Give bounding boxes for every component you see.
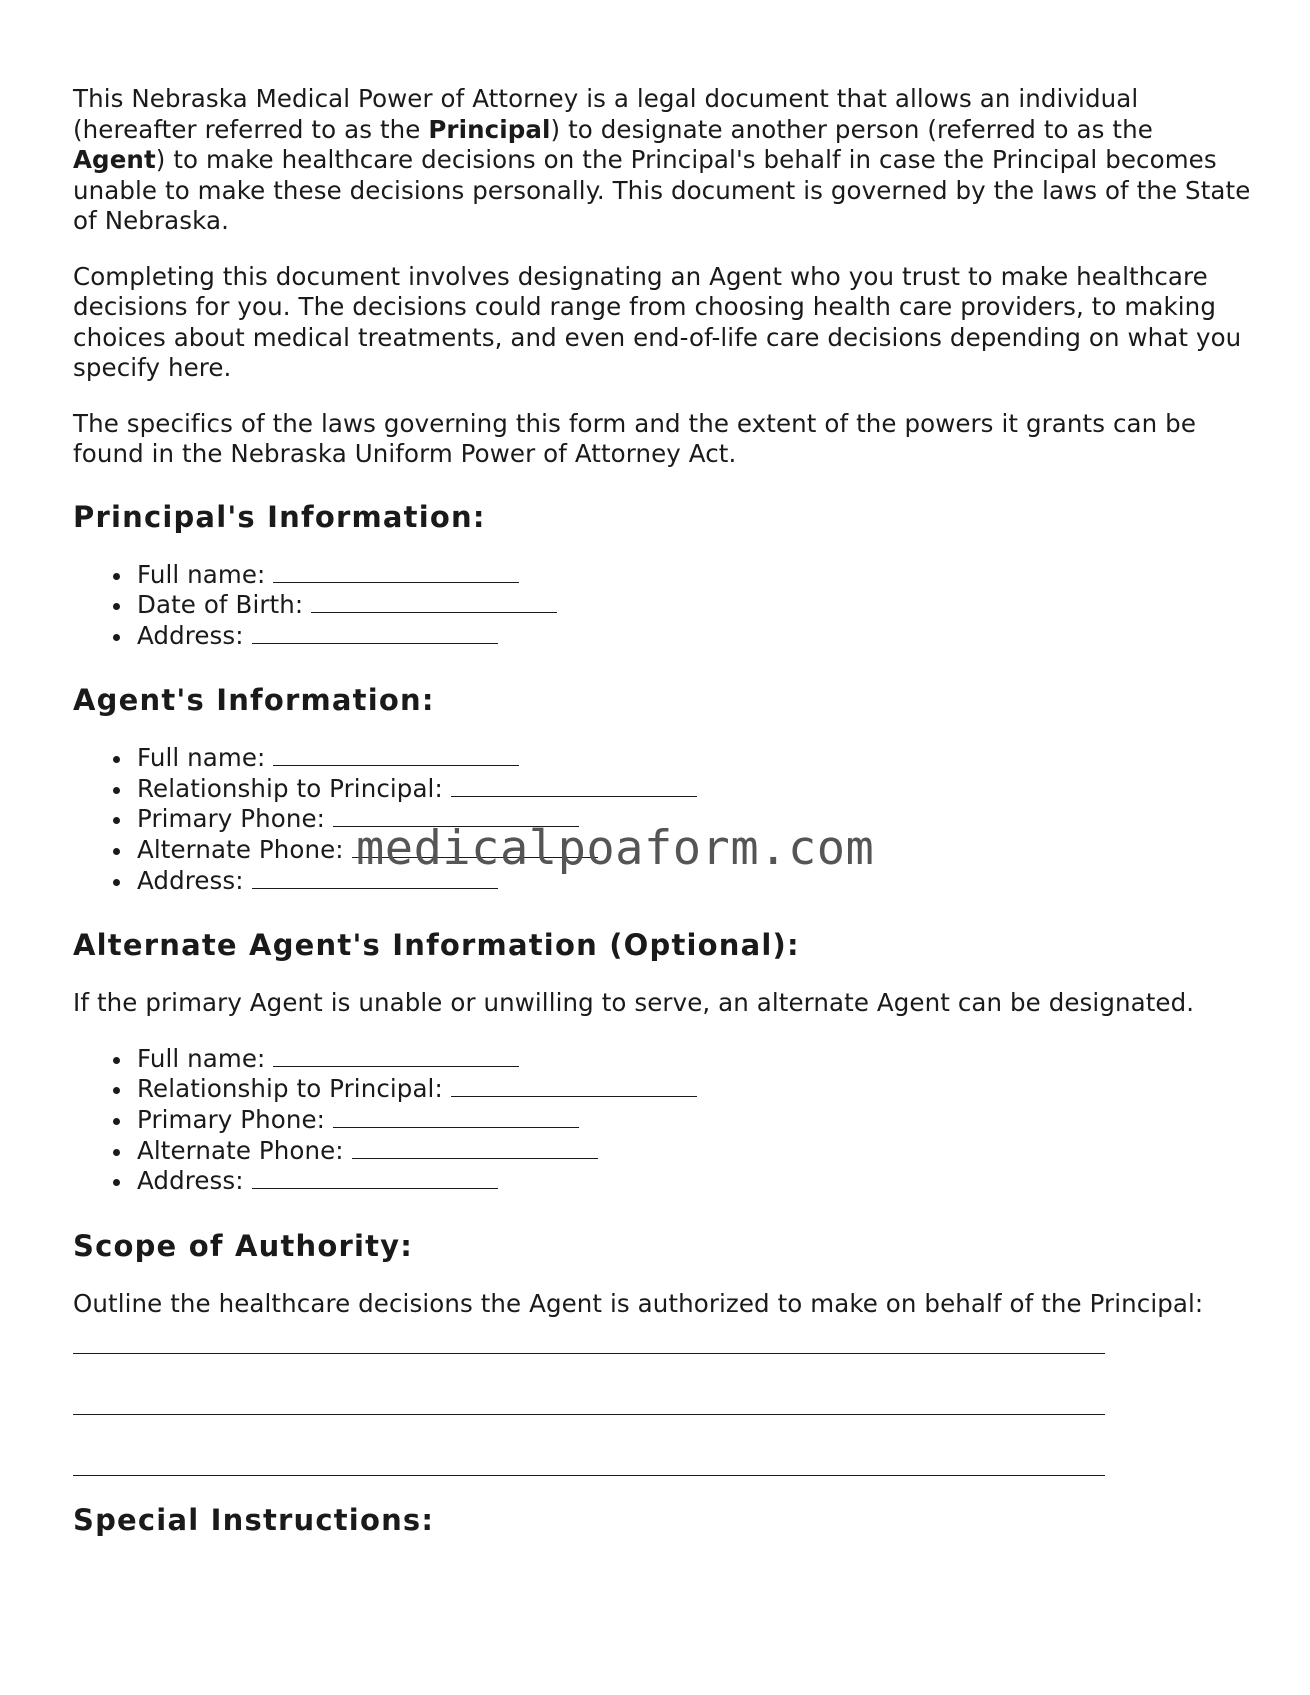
address-blank[interactable] bbox=[252, 621, 498, 644]
alternate-phone-blank[interactable] bbox=[352, 835, 598, 858]
principal-full-name-field bbox=[137, 560, 1253, 591]
intro-text: ) to make healthcare decisions on the Principal's behalf in case the Principal becomes unable to make these decisions personally. This document is governed by the laws of the State of Nebraska. bbox=[73, 145, 1251, 235]
agent-address-field bbox=[137, 866, 1253, 897]
field-label: Address: bbox=[137, 865, 244, 895]
scope-line-1[interactable] bbox=[73, 1353, 1105, 1354]
field-label: Address: bbox=[137, 620, 244, 650]
alternate-relationship-field bbox=[137, 1074, 1253, 1105]
agent-term: Agent bbox=[73, 145, 156, 174]
scope-heading: Scope of Authority: bbox=[73, 1228, 414, 1263]
field-label: Alternate Phone: bbox=[137, 1135, 344, 1165]
field-label: Alternate Phone: bbox=[137, 835, 344, 865]
field-label: Address: bbox=[137, 1166, 244, 1196]
alternate-address-field bbox=[137, 1166, 1253, 1197]
full-name-blank[interactable] bbox=[273, 743, 519, 766]
alternate-agent-fields bbox=[73, 1044, 1253, 1197]
scope-description: Outline the healthcare decisions the Agent is authorized to make on behalf of the Principal: bbox=[73, 1288, 1204, 1318]
document-page bbox=[73, 84, 1253, 1563]
principal-term: Principal bbox=[428, 114, 551, 144]
field-label: Relationship to Principal: bbox=[137, 773, 443, 803]
alternate-agent-heading: Alternate Agent's Information (Optional): bbox=[73, 928, 800, 963]
alternate-phone-blank[interactable] bbox=[352, 1136, 598, 1159]
address-blank[interactable] bbox=[252, 1166, 498, 1189]
full-name-blank[interactable] bbox=[273, 560, 519, 583]
field-label: Relationship to Principal: bbox=[137, 1074, 443, 1104]
scope-line-3[interactable] bbox=[73, 1475, 1105, 1476]
full-name-blank[interactable] bbox=[273, 1044, 519, 1067]
intro-text: This Nebraska Medical Power of Attorney is a legal document that allows an individual (hereafter referred to as the bbox=[73, 84, 1139, 144]
agent-primary-phone-field bbox=[137, 804, 1253, 835]
field-label: Primary Phone: bbox=[137, 1104, 326, 1134]
alternate-full-name-field bbox=[137, 1044, 1253, 1075]
relationship-blank[interactable] bbox=[451, 774, 697, 797]
field-label: Full name: bbox=[137, 743, 266, 773]
agent-fields bbox=[73, 743, 1253, 896]
intro-paragraph-2: Completing this document involves designating an Agent who you trust to make healthcare decisions for you. The decisions could range from choosing health care providers, to making choices about medical treatments, and even end-of-life care decisions depending on what you specify here. bbox=[73, 261, 1242, 382]
alternate-agent-description: If the primary Agent is unable or unwilling to serve, an alternate Agent can be designated. bbox=[73, 988, 1195, 1018]
agent-alternate-phone-field bbox=[137, 835, 1253, 866]
field-label: Primary Phone: bbox=[137, 804, 326, 834]
special-instructions-heading: Special Instructions: bbox=[73, 1503, 435, 1538]
field-label: Date of Birth: bbox=[137, 590, 304, 620]
primary-phone-blank[interactable] bbox=[333, 804, 579, 827]
agent-heading: Agent's Information: bbox=[73, 683, 435, 718]
intro-paragraph-1 bbox=[73, 84, 1253, 237]
primary-phone-blank[interactable] bbox=[333, 1105, 579, 1128]
date-of-birth-blank[interactable] bbox=[311, 590, 557, 613]
watermark: medicalpoaform.com bbox=[356, 821, 875, 876]
principal-dob-field bbox=[137, 590, 1253, 621]
agent-relationship-field bbox=[137, 774, 1253, 805]
alternate-alternate-phone-field bbox=[137, 1136, 1253, 1167]
principal-heading: Principal's Information: bbox=[73, 499, 486, 534]
intro-text: ) to designate another person (referred to as the bbox=[550, 114, 1153, 144]
field-label: Full name: bbox=[137, 559, 266, 589]
principal-fields bbox=[73, 560, 1253, 652]
address-blank[interactable] bbox=[252, 866, 498, 889]
scope-line-2[interactable] bbox=[73, 1414, 1105, 1415]
intro-paragraph-3: The specifics of the laws governing this form and the extent of the powers it grants can be found in the Nebraska Uniform Power of Attorney Act. bbox=[73, 408, 1196, 468]
agent-full-name-field bbox=[137, 743, 1253, 774]
relationship-blank[interactable] bbox=[451, 1074, 697, 1097]
field-label: Full name: bbox=[137, 1043, 266, 1073]
principal-address-field bbox=[137, 621, 1253, 652]
alternate-primary-phone-field bbox=[137, 1105, 1253, 1136]
